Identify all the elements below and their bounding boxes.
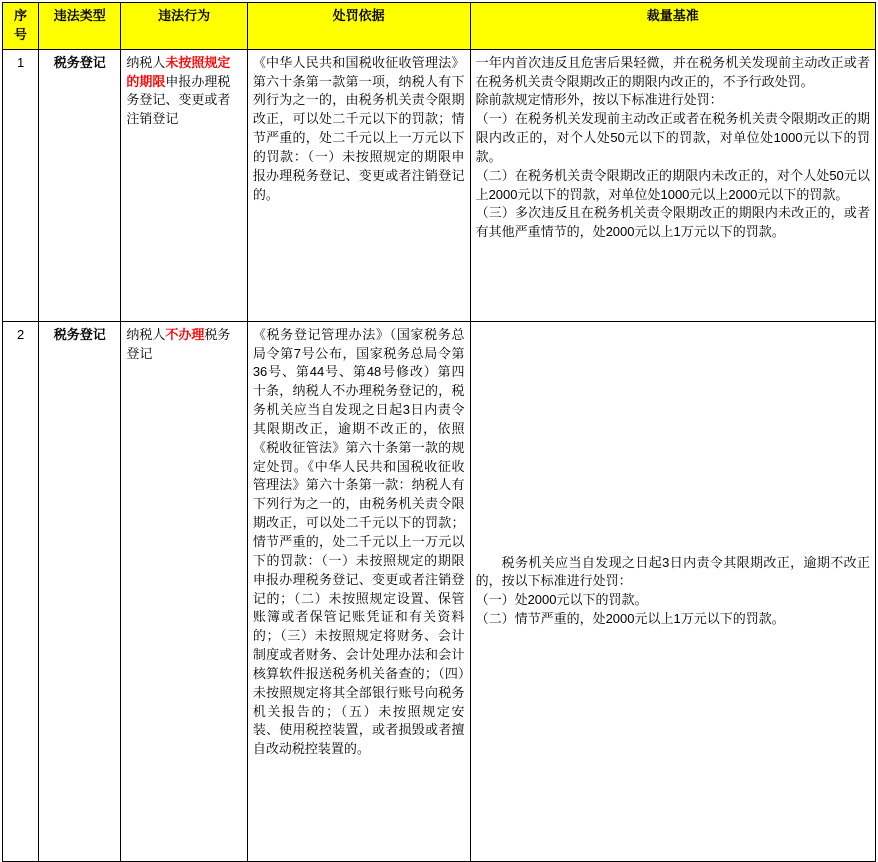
standard-paragraph: 税务机关应当自发现之日起3日内责令其限期改正，逾期不改正的，按以下标准进行处罚： xyxy=(475,554,870,589)
cell-sequence: 1 xyxy=(3,49,39,321)
header-violation-act: 违法行为 xyxy=(121,3,247,50)
act-text-prefix: 纳税人 xyxy=(126,54,166,70)
standard-paragraph: 除前款规定情形外，按以下标准进行处罚： xyxy=(475,92,723,108)
standard-paragraph: 一年内首次违反且危害后果轻微，并在税务机关发现前主动改正或者在税务机关责令限期改正的期限内改正的，不予行政处罚。 xyxy=(475,54,870,89)
header-discretion-standard: 裁量基准 xyxy=(470,3,875,50)
header-sequence: 序号 xyxy=(3,3,39,50)
table-header-row xyxy=(3,3,876,50)
cell-discretion-standard xyxy=(470,321,875,861)
standard-paragraph: （二）在税务机关责令限期改正的期限内未改正的，对个人处50元以上2000元以下的罚款，对单位处1000元以上2000元以下的罚款。 xyxy=(475,167,870,202)
cell-violation-type: 税务登记 xyxy=(39,49,121,321)
act-text-highlight: 未按照规定的期限 xyxy=(126,54,231,89)
act-text-prefix: 纳税人 xyxy=(126,326,166,342)
table-row xyxy=(3,49,876,321)
header-penalty-basis: 处罚依据 xyxy=(247,3,470,50)
cell-violation-act xyxy=(121,321,247,861)
cell-penalty-basis: 《中华人民共和国税收征收管理法》第六十条第一款第一项，纳税人有下列行为之一的，由税务机关责令限期改正，可以处二千元以下的罚款；情节严重的，处二千元以上一万元以下的罚款：（一）未按照规定的期限申报办理税务登记、变更或者注销登记的。 xyxy=(247,49,470,321)
act-text-suffix: 申报办理税务登记、变更或者注销登记 xyxy=(126,73,231,127)
standard-paragraph: （一）处2000元以下的罚款。 xyxy=(475,592,648,608)
cell-violation-act xyxy=(121,49,247,321)
cell-sequence: 2 xyxy=(3,321,39,861)
standard-paragraph: （二）情节严重的，处2000元以上1万元以下的罚款。 xyxy=(475,611,785,627)
standard-paragraph: （一）在税务机关发现前主动改正或者在税务机关责令限期改正的期限内改正的，对个人处50元以下的罚款，对单位处1000元以下的罚款。 xyxy=(475,111,870,164)
table-row xyxy=(3,321,876,861)
cell-violation-type: 税务登记 xyxy=(39,321,121,861)
standard-paragraph: （三）多次违反且在税务机关责令限期改正的期限内未改正的，或者有其他严重情节的，处2000元以上1万元以下的罚款。 xyxy=(475,205,870,240)
act-text-suffix: 税务登记 xyxy=(126,326,231,361)
cell-discretion-standard xyxy=(470,49,875,321)
header-violation-type: 违法类型 xyxy=(39,3,121,50)
cell-penalty-basis: 《税务登记管理办法》（国家税务总局令第7号公布，国家税务总局令第36号、第44号、第48号修改）第四十条，纳税人不办理税务登记的，税务机关应当自发现之日起3日内责令其限期改正，逾期不改正的，依照《税收征管法》第六十条第一款的规定处罚。《中华人民共和国税收征收管理法》第六十条第一款：纳税人有下列行为之一的，由税务机关责令限期改正，可以处二千元以下的罚款；情节严重的，处二千元以上一万元以下的罚款：（一）未按照规定的期限申报办理税务登记、变更或者注销登记的；（二）未按照规定设置、保管账簿或者保管记账凭证和有关资料的；（三）未按照规定将财务、会计制度或者财务、会计处理办法和会计核算软件报送税务机关备查的；（四）未按照规定将其全部银行账号向税务机关报告的；（五）未按照规定安装、使用税控装置，或者损毁或者擅自改动税控装置的。 xyxy=(247,321,470,861)
penalty-standards-table xyxy=(2,2,876,862)
act-text-highlight: 不办理 xyxy=(165,326,205,342)
